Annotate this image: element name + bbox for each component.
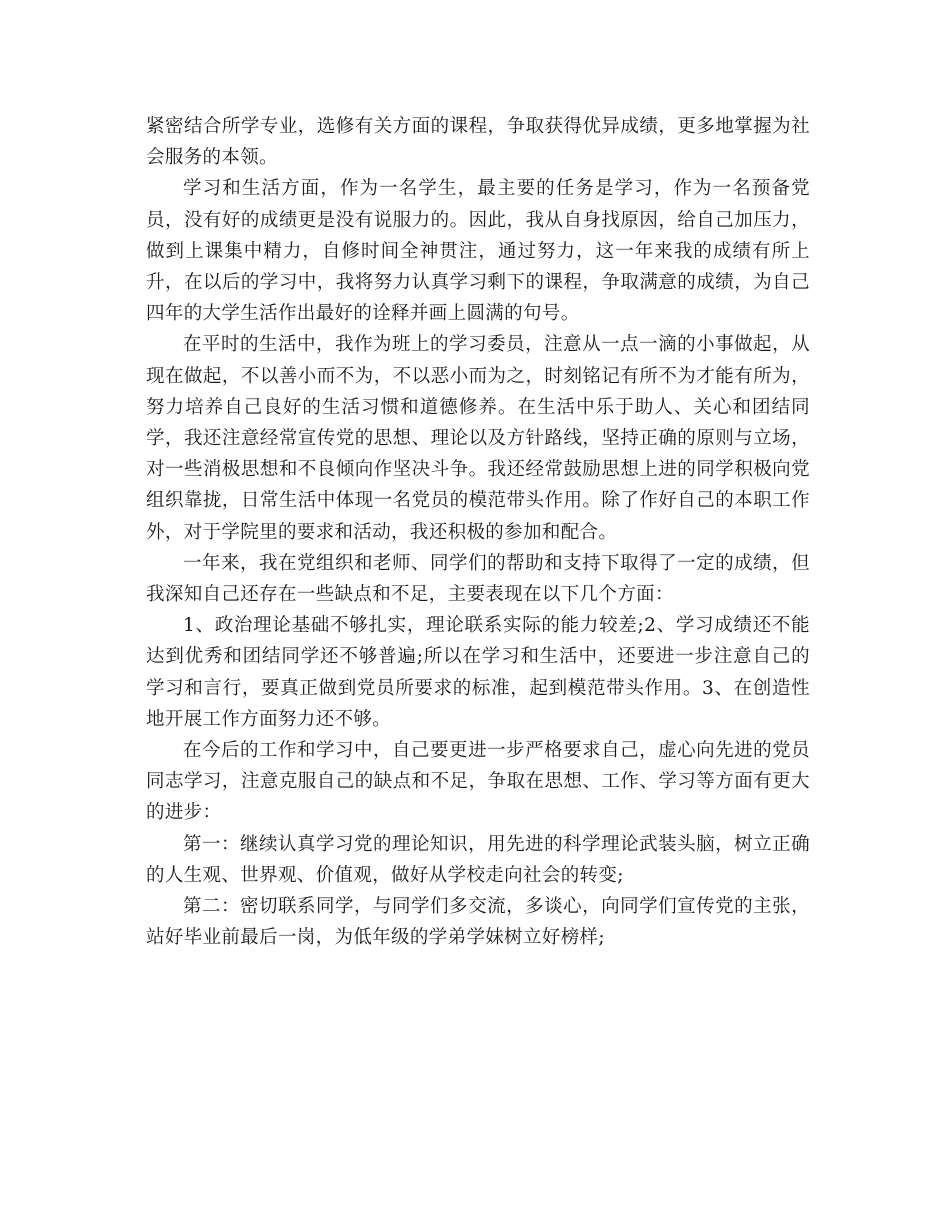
document-body (146, 111, 810, 953)
paragraph-point-one: 第一：继续认真学习党的理论知识，用先进的科学理论武装头脑，树立正确的人生观、世界观、价值观，做好从学校走向社会的转变; (146, 833, 810, 886)
paragraph-shortcomings-intro: 一年来，我在党组织和老师、同学们的帮助和支持下取得了一定的成绩，但我深知自己还存在一些缺点和不足，主要表现在以下几个方面： (146, 552, 810, 606)
paragraph-daily-life: 在平时的生活中，我作为班上的学习委员，注意从一点一滴的小事做起，从现在做起，不以善小而不为，不以恶小而为之，时刻铭记有所不为才能有所为，努力培养自己良好的生活习惯和道德修养。在生活中乐于助人、关心和团结同学，我还注意经常宣传党的思想、理论以及方针路线，坚持正确的原则与立场，对一些消极思想和不良倾向作坚决斗争。我还经常鼓励思想上进的同学积极向党组织靠拢，日常生活中体现一名党员的模范带头作用。除了作好自己的本职工作外，对于学院里的要求和活动，我还积极的参加和配合。 (146, 334, 810, 543)
paragraph-future-plan: 在今后的工作和学习中，自己要更进一步严格要求自己，虚心向先进的党员同志学习，注意克服自己的缺点和不足，争取在思想、工作、学习等方面有更大的进步： (146, 740, 810, 824)
paragraph-shortcomings-list: 1、政治理论基础不够扎实，理论联系实际的能力较差;2、学习成绩还不能达到优秀和团结同学还不够普遍;所以在学习和生活中，还要进一步注意自己的学习和言行，要真正做到党员所要求的标准，起到模范带头作用。3、在创造性地开展工作方面努力还不够。 (146, 615, 810, 730)
paragraph-study-and-life: 学习和生活方面，作为一名学生，最主要的任务是学习，作为一名预备党员，没有好的成绩更是没有说服力的。因此，我从自身找原因，给自己加压力，做到上课集中精力，自修时间全神贯注，通过努力，这一年来我的成绩有所上升，在以后的学习中，我将努力认真学习剩下的课程，争取满意的成绩，为自己四年的大学生活作出最好的诠释并画上圆满的句号。 (146, 178, 810, 325)
paragraph-continued: 紧密结合所学专业，选修有关方面的课程，争取获得优异成绩，更多地掌握为社会服务的本领。 (146, 116, 810, 169)
paragraph-point-two: 第二：密切联系同学，与同学们多交流，多谈心，向同学们宣传党的主张，站好毕业前最后一岗，为低年级的学弟学妹树立好榜样; (146, 896, 810, 949)
